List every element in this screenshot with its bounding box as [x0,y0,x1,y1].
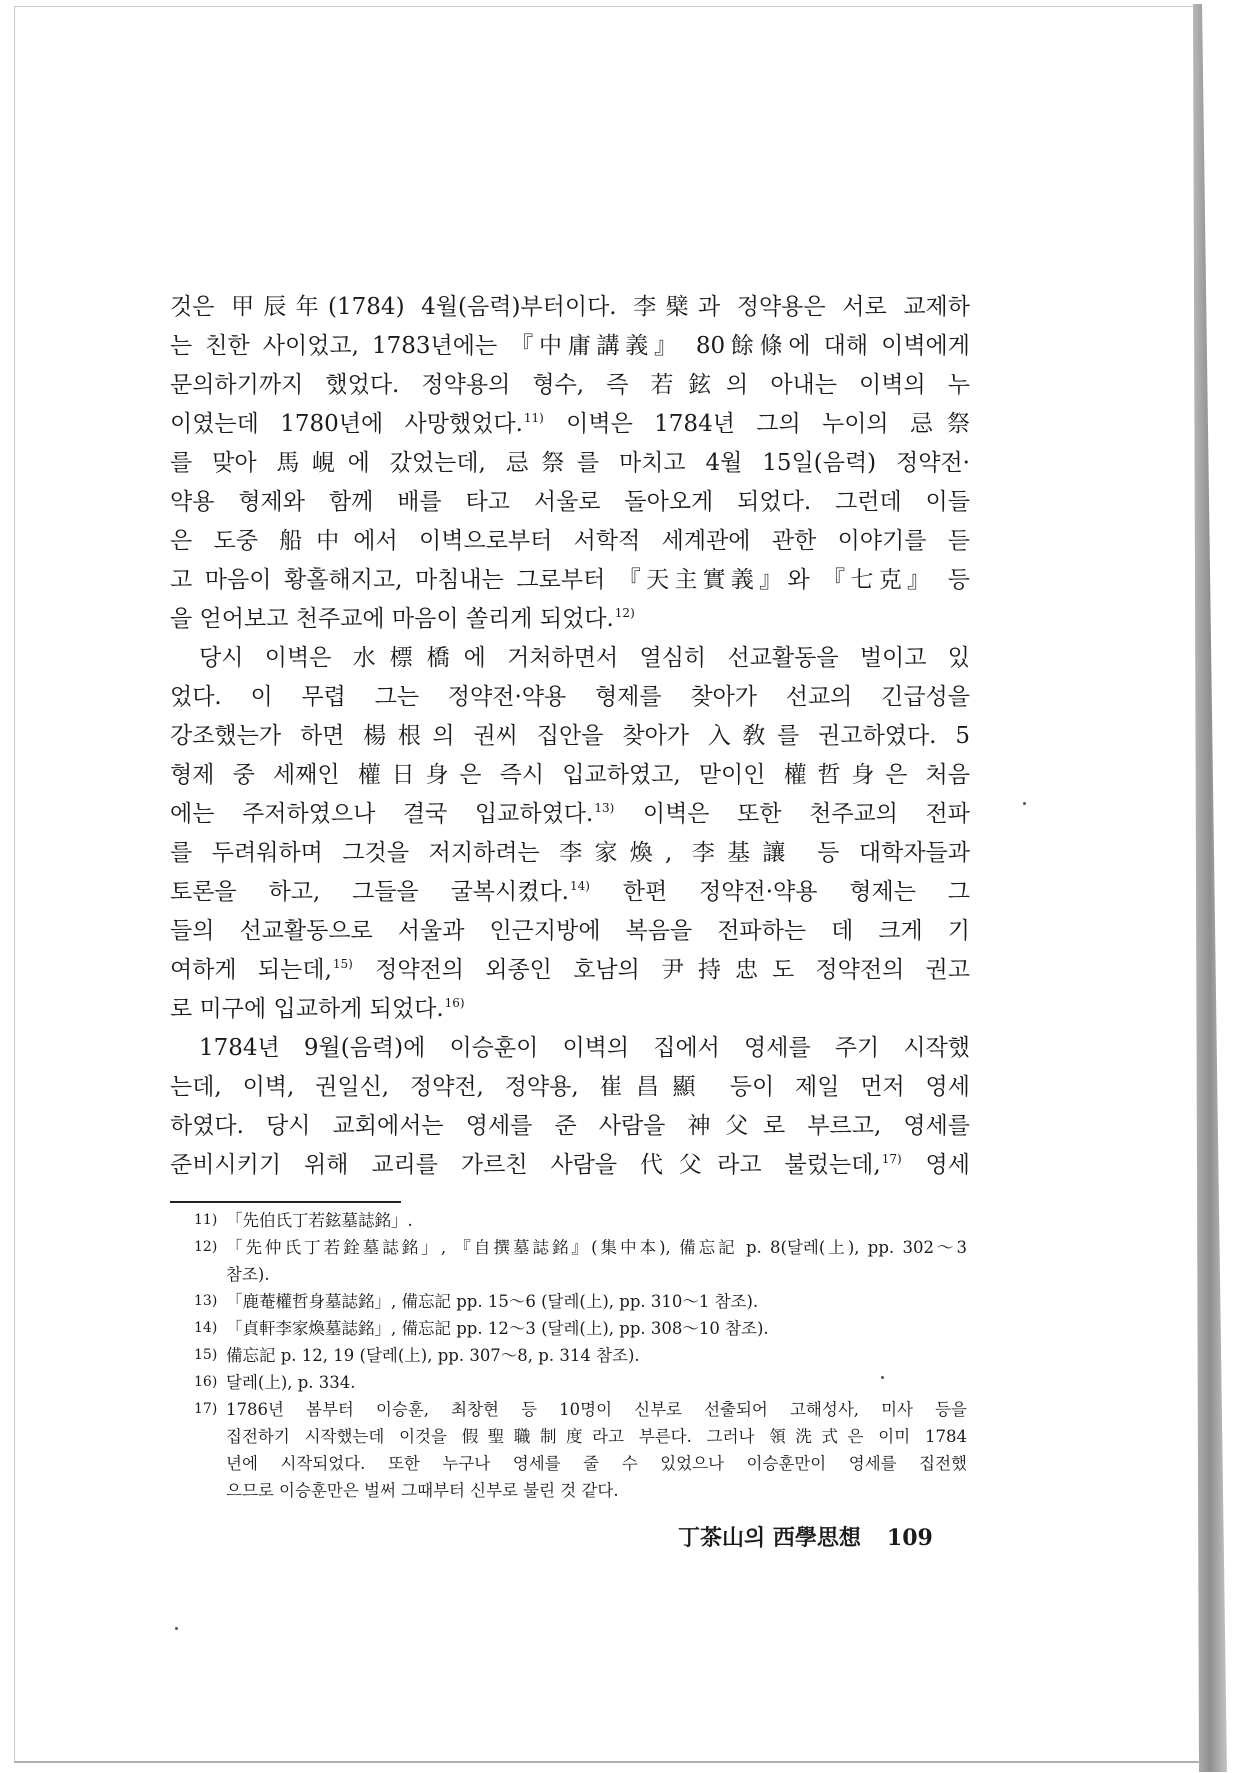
body-line-text: 1784년 9월(음력)에 이승훈이 이벽의 집에서 영세를 주기 시작했 [199,1035,970,1061]
footnote-number: 16) [194,1374,218,1390]
footnote-line: 「先伯氏丁若鉉墓誌銘」. [226,1211,413,1230]
footnote-line: 「貞軒李家煥墓誌銘」, 備忘記 pp. 12～3 (달레(上), pp. 308～10 참조). [226,1319,769,1338]
body-line [170,990,970,1029]
body-line [170,522,970,561]
body-line-text: 약용 형제와 함께 배를 타고 서울로 돌아오게 되었다. 그런데 이들 [170,489,970,515]
footnote-reference: 16) [444,996,465,1010]
body-line [170,483,970,522]
body-line [170,561,970,600]
body-line-text: 정약전의 외종인 호남의 尹持忠도 정약전의 권고 [353,957,970,983]
footnote-text [226,1315,967,1342]
footnote [194,1342,967,1369]
body-line [170,1068,970,1107]
footnote-number: 15) [194,1347,218,1363]
body-line [170,405,970,444]
footnote-number: 17) [194,1401,218,1417]
footnote-number: 14) [194,1320,218,1336]
running-footer-title: 丁茶山의 西學思想 [678,1525,861,1551]
footnote-reference: 17) [881,1152,902,1166]
footnote-line: 「先仲氏丁若銓墓誌銘」, 『自撰墓誌銘』(集中本), 備忘記 p. 8(달레(上), pp. 302～3 [226,1238,967,1257]
footnote-line: 년에 시작되었다. 또한 누구나 영세를 줄 수 있었으나 이승훈만이 영세를 집전했 [226,1454,967,1473]
body-line [170,366,970,405]
footnote [194,1396,967,1504]
footnote-number: 13) [194,1293,218,1309]
body-line [170,795,970,834]
footnote [194,1315,967,1342]
body-line [170,444,970,483]
scan-speck [175,1627,178,1630]
body-line-text: 에는 주저하였으나 결국 입교하였다. [170,801,594,827]
footnote-reference: 12) [614,606,635,620]
scan-speck [881,1376,884,1379]
body-line-text: 당시 이벽은 水標橋에 거처하면서 열심히 선교활동을 벌이고 있 [199,645,970,671]
footnote [194,1234,967,1288]
body-line-text: 로 미구에 입교하게 되었다. [170,996,444,1022]
body-line [170,600,970,639]
body-line [170,834,970,873]
body-line-text: 형제 중 세째인 權日身은 즉시 입교하였고, 맏이인 權哲身은 처음 [170,762,970,788]
footnote-line: 으므로 이승훈만은 벌써 그때부터 신부로 불린 것 같다. [226,1481,619,1500]
body-line [170,639,970,678]
footnote-line: 「鹿菴權哲身墓誌銘」, 備忘記 pp. 15～6 (달레(上), pp. 310～1 참조). [226,1292,759,1311]
scan-speck [1023,802,1026,805]
body-line [170,912,970,951]
footnote-number: 12) [194,1239,218,1255]
body-line [170,1029,970,1068]
body-line-text: 고 마음이 황홀해지고, 마침내는 그로부터 『天主實義』와 『七克』 등 [170,567,970,593]
body-line [170,873,970,912]
footnote-text [226,1207,967,1234]
body-line-text: 이벽은 또한 천주교의 전파 [615,801,970,827]
body-line [170,756,970,795]
body-line [170,288,970,327]
body-line-text: 하였다. 당시 교회에서는 영세를 준 사람을 神父로 부르고, 영세를 [170,1113,970,1139]
body-line [170,327,970,366]
body-line-text: 강조했는가 하면 楊根의 권씨 집안을 찾아가 入敎를 권고하였다. 5 [170,723,970,749]
footnote-text [226,1234,967,1288]
body-line-text: 는 친한 사이었고, 1783년에는 『中庸講義』 80餘條에 대해 이벽에게 [170,333,970,359]
running-footer [678,1522,933,1554]
footnote-reference: 11) [523,411,544,425]
footnote-line: 집전하기 시작했는데 이것을 假聖職制度라고 부른다. 그러나 領洗式은 이미 1784 [226,1427,967,1446]
body-line [170,1107,970,1146]
footnote-line: 備忘記 p. 12, 19 (달레(上), pp. 307～8, p. 314 참조). [226,1346,640,1365]
body-line-text: 었다. 이 무렵 그는 정약전·약용 형제를 찾아가 선교의 긴급성을 [170,684,970,710]
body-line-text: 한편 정약전·약용 형제는 그 [590,879,970,905]
body-line [170,678,970,717]
footnote-reference: 13) [594,801,615,815]
footnotes [194,1207,967,1504]
body-line-text: 영세 [902,1152,970,1178]
body-text [170,288,970,1185]
body-line-text: 들의 선교활동으로 서울과 인근지방에 복음을 전파하는 데 크게 기 [170,918,970,944]
footnote-text [226,1369,967,1396]
footnote-rule [170,1201,401,1203]
footnote-line: 참조). [226,1265,270,1284]
body-line-text: 토론을 하고, 그들을 굴복시켰다. [170,879,569,905]
footnote-text [226,1288,967,1315]
footnote [194,1369,967,1396]
body-line-text: 이였는데 1780년에 사망했었다. [170,411,523,437]
body-line-text: 것은 甲辰年(1784) 4월(음력)부터이다. 李檗과 정약용은 서로 교제하 [170,294,970,320]
body-line [170,951,970,990]
body-line-text: 를 맞아 馬峴에 갔었는데, 忌祭를 마치고 4월 15일(음력) 정약전· [170,450,970,476]
footnote-text [226,1342,967,1369]
body-line-text: 를 두려워하며 그것을 저지하려는 李家煥, 李基讓 등 대학자들과 [170,840,970,866]
body-line-text: 는데, 이벽, 권일신, 정약전, 정약용, 崔昌顯 등이 제일 먼저 영세 [170,1074,970,1100]
footnote-line: 1786년 봄부터 이승훈, 최창현 등 10명이 신부로 선출되어 고해성사, 미사 등을 [226,1400,967,1419]
footnote [194,1207,967,1234]
body-line-text: 여하게 되는데, [170,957,332,983]
body-line-text: 은 도중 船中에서 이벽으로부터 서학적 세계관에 관한 이야기를 듣 [170,528,970,554]
body-line-text: 을 얻어보고 천주교에 마음이 쏠리게 되었다. [170,606,614,632]
body-line-text: 문의하기까지 했었다. 정약용의 형수, 즉 若鉉의 아내는 이벽의 누 [170,372,970,398]
footnote [194,1288,967,1315]
footnote-number: 11) [194,1212,218,1228]
footnote-reference: 14) [569,879,590,893]
body-line [170,717,970,756]
body-line-text: 이벽은 1784년 그의 누이의 忌祭 [544,411,970,437]
footnote-reference: 15) [332,957,353,971]
page-number: 109 [886,1525,933,1551]
body-line [170,1146,970,1185]
footnote-text [226,1396,967,1504]
footnote-line: 달레(上), p. 334. [226,1373,356,1392]
body-line-text: 준비시키기 위해 교리를 가르친 사람을 代父라고 불렀는데, [170,1152,881,1178]
